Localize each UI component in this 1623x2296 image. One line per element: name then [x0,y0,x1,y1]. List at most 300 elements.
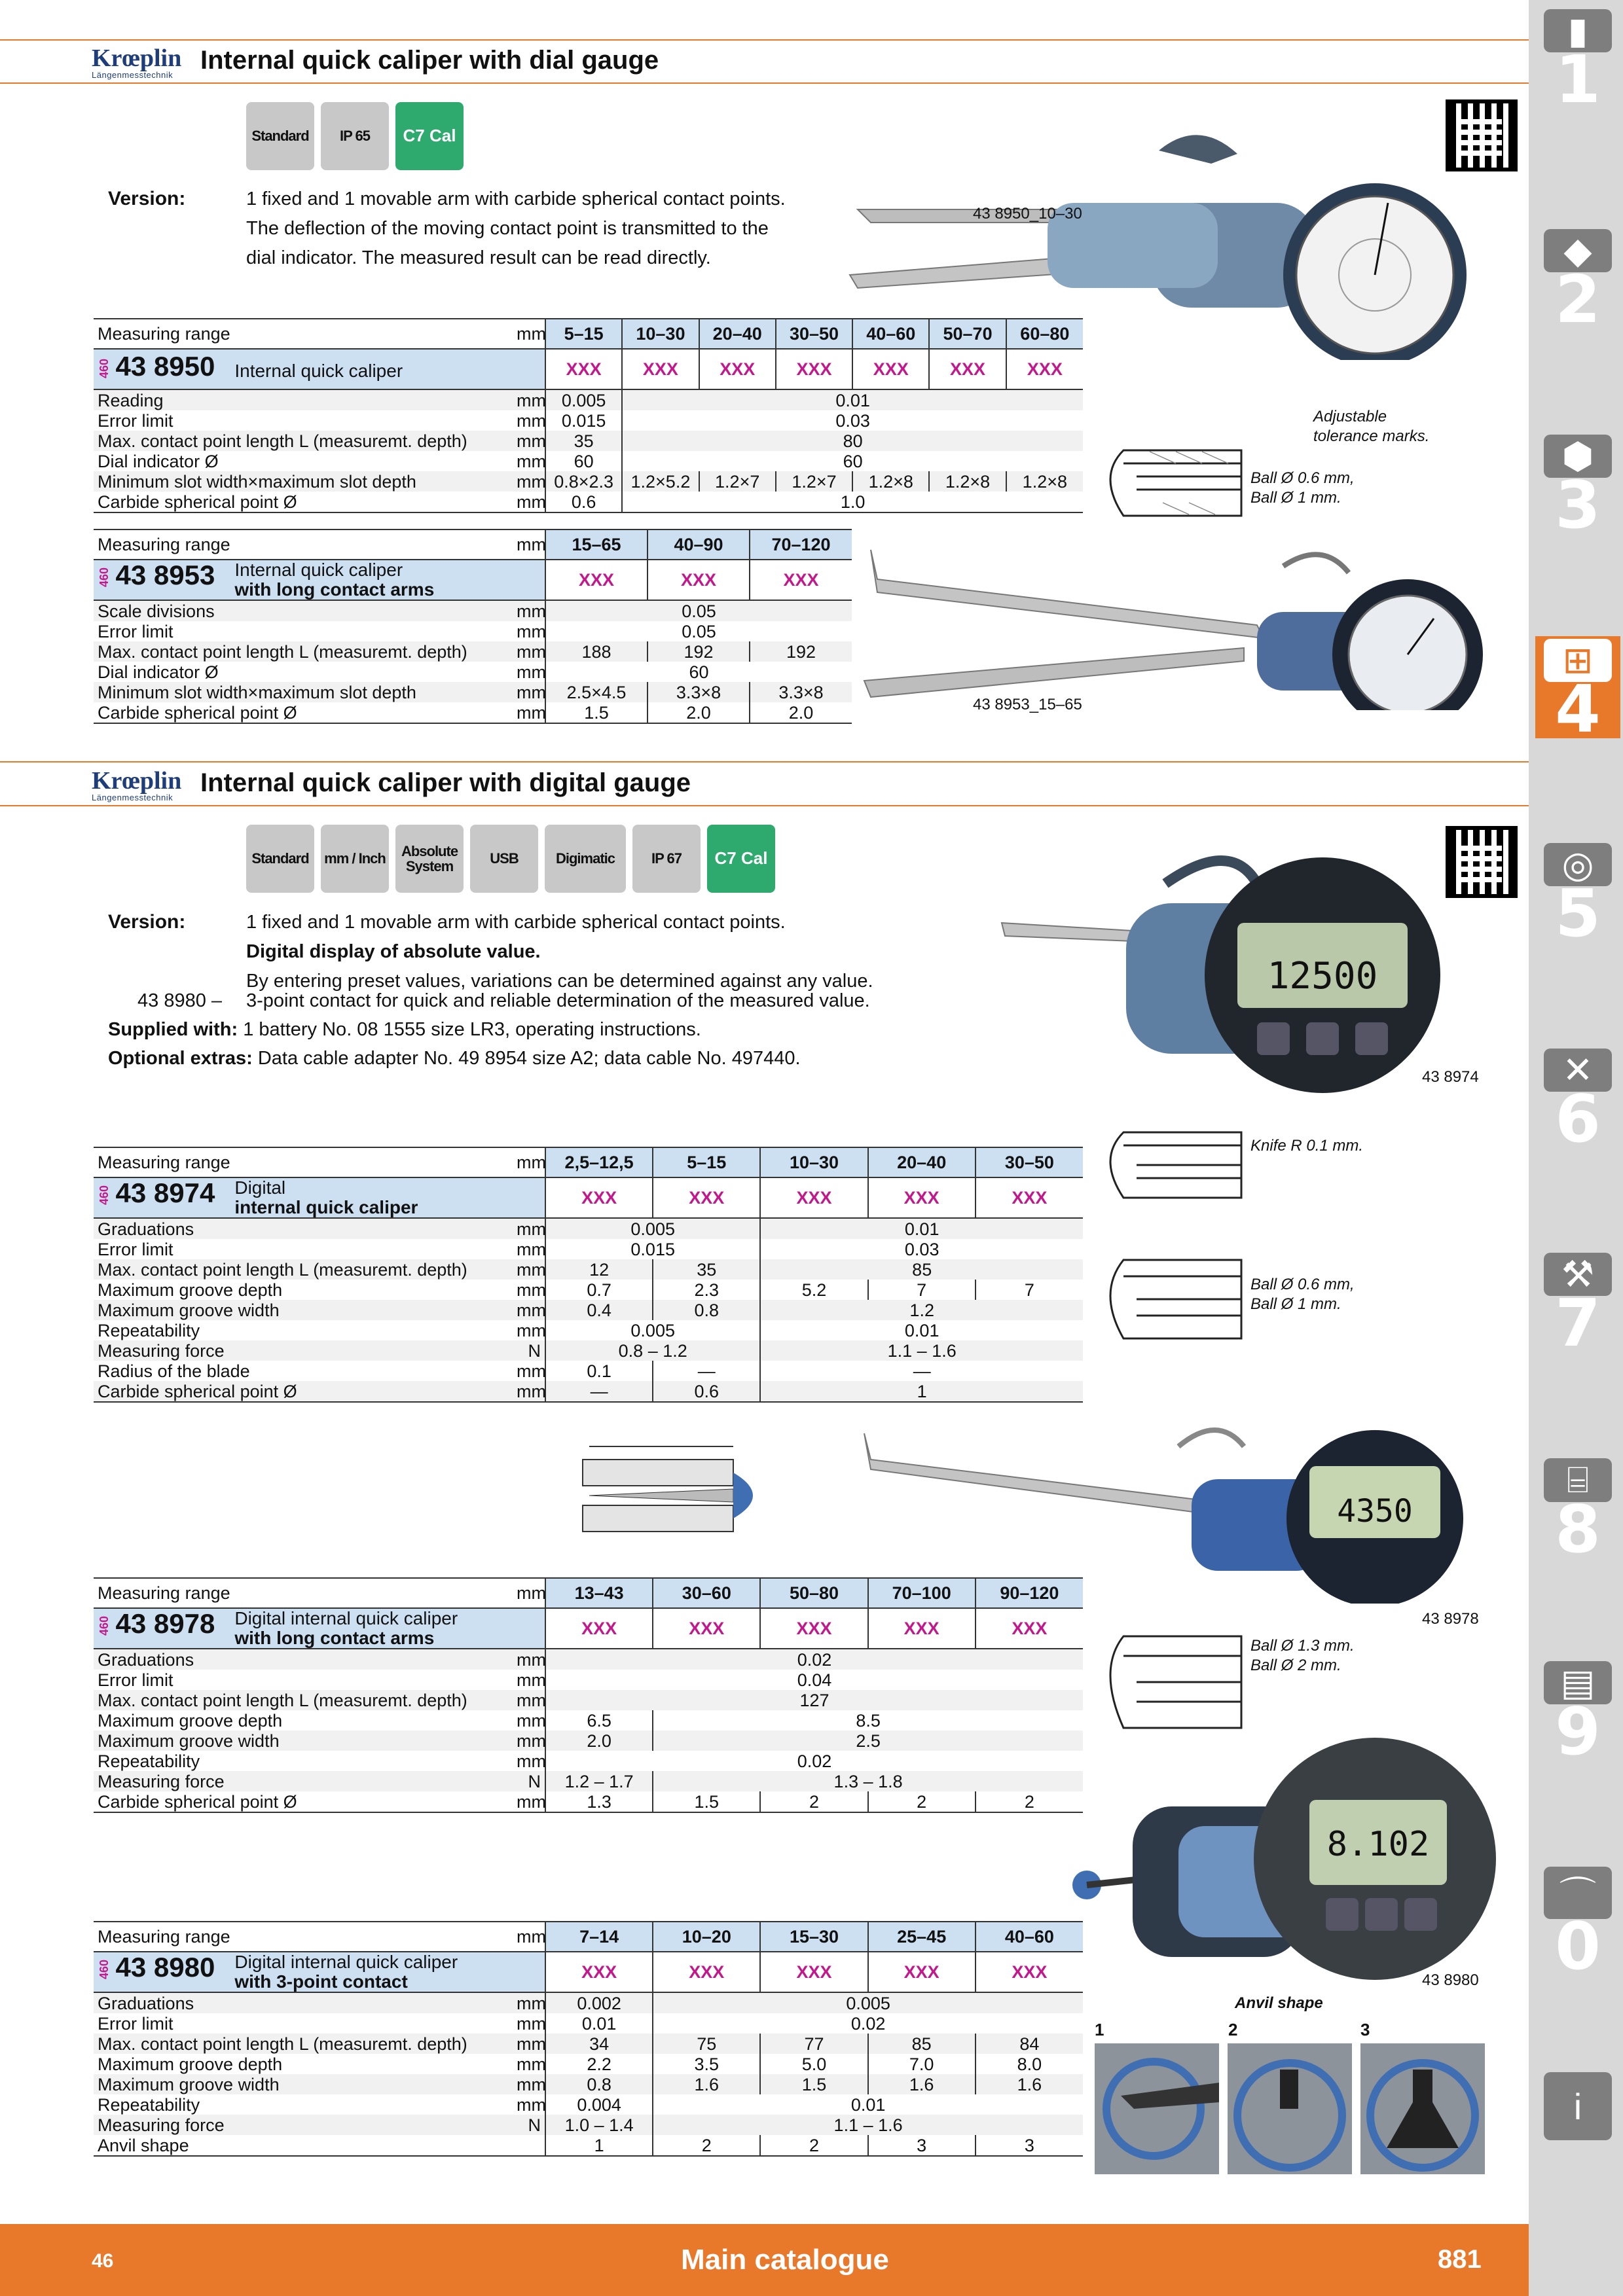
image-label: 43 8950_10–30 [973,205,1082,223]
display-reading: 8.102 [1326,1825,1430,1864]
price-cell[interactable]: XXX [545,1952,653,1992]
page-number-right: 881 [1438,2245,1482,2274]
spec-value: 7.0 [868,2054,976,2074]
price-cell[interactable]: XXX [545,349,622,389]
chapter-number: 1 [1555,41,1601,118]
version-line: Digital display of absolute value. [246,941,541,962]
range-header: 15–65 [545,529,647,560]
spec-table-438953 [94,529,852,724]
chapter-icon: ▤ [1544,1661,1612,1704]
spec-value: 7 [868,1280,976,1300]
spec-value: 8.0 [976,2054,1083,2074]
price-cell[interactable]: XXX [868,1952,976,1992]
range-label: Measuring range [94,529,513,560]
spec-label: Measuring force [94,1771,513,1791]
spec-value: 0.05 [545,600,852,621]
spec-label: Maximum groove width [94,1300,513,1320]
price-cell[interactable]: XXX [868,1177,976,1218]
range-header: 70–120 [750,529,852,560]
spec-label: Graduations [94,1649,513,1670]
spec-value: 2 [653,2135,760,2156]
chapter-tab-0[interactable] [1535,1864,1620,1984]
spec-label: Repeatability [98,2094,200,2115]
ip-badge: IP 65 [321,102,389,170]
note-text: 3-point contact for quick and reliable determination of the measured value. [246,990,870,1011]
chapter-icon: ◎ [1544,843,1612,886]
chapter-number: 0 [1555,1908,1601,1984]
chapter-tab-8[interactable] [1535,1456,1620,1568]
spec-unit: mm [517,2094,546,2115]
price-cell[interactable]: XXX [622,349,699,389]
digimatic-badge: Digimatic [545,825,626,893]
page-ref: 460 [98,1960,111,1980]
spec-value: 2.3 [653,1280,760,1300]
chapter-number: 8 [1555,1491,1601,1568]
spec-value: 3.5 [653,2054,760,2074]
price-cell[interactable]: XXX [699,349,776,389]
supplied-label: Supplied with: [108,1019,238,1040]
spec-label: Repeatability [98,1751,200,1771]
spec-value: — [545,1381,653,1402]
article-description [234,1178,418,1217]
article-description [234,560,434,600]
spec-unit: mm [513,1992,545,2013]
section-title: Internal quick caliper with dial gauge [200,46,659,75]
article-description-line: Internal quick caliper [234,360,403,381]
spec-unit: mm [513,1381,545,1402]
spec-value: 85 [868,2034,976,2054]
spec-value: 1.5 [545,702,647,723]
range-unit: mm [513,529,545,560]
article-description-line: internal quick caliper [234,1197,418,1217]
digital-caliper-3point-image [1067,1728,1519,1983]
spec-label: Max. contact point length L (measuremt. depth) [94,641,513,662]
article-cell [94,1608,545,1649]
price-cell[interactable]: XXX [545,560,647,600]
spec-value: 1.6 [868,2074,976,2094]
article-description-line: Digital [234,1177,286,1198]
spec-label: Error limit [98,2013,173,2034]
chapter-icon: ✕ [1544,1049,1612,1092]
article-cell [94,1177,545,1218]
caption-line: Ball Ø 1 mm. [1250,489,1341,507]
range-unit: mm [513,1147,545,1177]
spec-value: 5.2 [760,1280,867,1300]
optional-text: Data cable adapter No. 49 8954 size A2; data cable No. 497440. [257,1048,801,1069]
spec-value: 0.01 [760,1320,1083,1340]
range-header: 40–60 [976,1922,1083,1952]
spec-value: 0.002 [545,1992,653,2013]
price-cell[interactable]: XXX [1006,349,1083,389]
caption-line: Ball Ø 1 mm. [1250,1295,1341,1313]
spec-value: 34 [545,2034,653,2054]
price-cell[interactable]: XXX [976,1177,1083,1218]
article-number: 43 8980 [115,1952,215,1983]
price-cell[interactable]: XXX [976,1952,1083,1992]
spec-table-438978 [94,1577,1083,1813]
range-header: 10–30 [622,319,699,349]
range-unit: mm [513,1578,545,1608]
caption-ball [1250,1636,1355,1676]
spec-value: 0.005 [545,1320,760,1340]
spec-value: 7 [976,1280,1083,1300]
spec-unit: mm [517,1320,546,1340]
spec-value: 1.6 [653,2074,760,2094]
article-description-line: with 3-point contact [234,1971,408,1992]
spec-value: 0.03 [622,410,1083,431]
spec-label: Maximum groove depth [98,1280,283,1300]
range-header: 50–80 [760,1578,867,1608]
spec-value: 3 [868,2135,976,2156]
ip-badge: IP 67 [632,825,701,893]
spec-value: 0.01 [760,1218,1083,1239]
spec-label: Scale divisions [94,600,513,621]
range-unit: mm [513,319,545,349]
spec-label: Max. contact point length L (measuremt. depth) [94,431,513,451]
spec-value: 1.0 [622,492,1083,512]
anvil-shapes-images [1095,2043,1487,2174]
version-line: The deflection of the moving contact point is transmitted to the [246,218,769,239]
price-cell[interactable]: XXX [976,1608,1083,1649]
note-prefix: 43 8980 – [137,990,223,1011]
section-divider [0,761,1529,762]
chapter-tab-2[interactable] [1535,226,1620,338]
spec-label: Max. contact point length L (measuremt. depth) [94,2034,513,2054]
spec-value: 1.6 [976,2074,1083,2094]
chapter-number: 4 [1555,671,1601,747]
spec-label: Radius of the blade [98,1361,250,1381]
spec-unit: mm [517,1280,546,1300]
spec-label: Carbide spherical point Ø [94,702,513,723]
spec-unit: mm [513,600,545,621]
spec-value: 2.2 [545,2054,653,2074]
spec-label: Maximum groove depth [98,1710,283,1731]
spec-value: 60 [545,451,622,471]
range-header: 50–70 [929,319,1006,349]
page-ref: 460 [98,358,111,378]
range-header: 10–20 [653,1922,760,1952]
chapter-tab-i[interactable] [1535,2070,1620,2172]
standard-badge: Standard [246,825,314,893]
range-header: 5–15 [545,319,622,349]
spec-value: 0.8 – 1.2 [545,1340,760,1361]
spec-value: 0.01 [622,389,1083,410]
spec-value: 1.2×5.2 [622,471,699,492]
chapter-number: 5 [1555,875,1601,952]
price-cell[interactable]: XXX [868,1608,976,1649]
brand-name: Krœplin [92,767,182,795]
chapter-icon: ▮ [1544,9,1612,52]
caption-line: Ball Ø 0.6 mm, [1250,469,1355,487]
chapter-tab-4[interactable] [1535,636,1620,747]
spec-unit: mm [517,662,546,682]
spec-value: 1 [760,1381,1083,1402]
range-header: 5–15 [653,1147,760,1177]
article-number: 43 8978 [115,1608,215,1640]
article-description [234,1952,458,1992]
chapter-number: 9 [1555,1693,1601,1770]
spec-value: — [760,1361,1083,1381]
chapter-icon: ⊞ [1544,639,1612,682]
spec-label: Carbide spherical point Ø [94,1791,513,1812]
price-cell[interactable]: XXX [653,1608,760,1649]
knife-contact-diagram [1097,1113,1261,1230]
spec-unit: mm [513,1791,545,1812]
supplied-text: 1 battery No. 08 1555 size LR3, operating instructions. [243,1019,701,1040]
image-label: 43 8953_15–65 [973,696,1082,713]
spec-value: 2.5 [653,1731,1083,1751]
brand-name: Krœplin [92,45,182,72]
spec-unit: mm [517,2054,546,2074]
chapter-icon: i [1544,2072,1612,2140]
spec-label: Measuring force [94,1340,513,1361]
price-cell[interactable]: XXX [545,1177,653,1218]
range-label: Measuring range [94,1922,513,1952]
spec-value: 77 [760,2034,867,2054]
spec-value: 2 [868,1791,976,1812]
spec-unit: N [513,1340,545,1361]
optional-label: Optional extras: [108,1048,253,1069]
section-divider [0,805,1529,806]
spec-value: 0.015 [545,410,622,431]
standard-badge: Standard [246,102,314,170]
spec-unit: mm [513,682,545,702]
spec-value: 0.01 [545,2013,653,2034]
range-header: 30–50 [776,319,852,349]
spec-value: 1.1 – 1.6 [653,2115,1083,2135]
spec-unit: mm [513,492,545,512]
price-cell[interactable]: XXX [750,560,852,600]
spec-label: Minimum slot width×maximum slot depth [94,471,513,492]
caption-line: tolerance marks. [1313,427,1430,445]
footer-title: Main catalogue [681,2244,889,2276]
chapter-tab-3[interactable] [1535,432,1620,543]
spec-unit: N [513,2115,545,2135]
caption-knife [1250,1136,1363,1156]
spec-value: 2 [976,1791,1083,1812]
article-description [234,1609,458,1648]
spec-value: 1.2×8 [852,471,929,492]
spec-value: 0.7 [545,1280,653,1300]
image-label: 43 8974 [1422,1068,1479,1086]
spec-unit: mm [517,621,546,641]
section-title: Internal quick caliper with digital gauge [200,768,691,797]
caption-line: Adjustable [1313,408,1387,425]
spec-table-438974 [94,1147,1083,1403]
spec-unit: mm [517,1239,546,1259]
range-header: 30–60 [653,1578,760,1608]
anvil-shape-title: Anvil shape [1235,1994,1323,2012]
brand-logo [92,46,181,79]
article-number: 43 8953 [115,560,215,591]
caption-line: Knife R 0.1 mm. [1250,1137,1364,1155]
spec-unit: mm [513,1218,545,1239]
section-divider [0,39,1529,41]
spec-unit: mm [513,1690,545,1710]
spec-label: Measuring force [94,2115,513,2135]
spec-unit: mm [513,1649,545,1670]
spec-value: 2.5×4.5 [545,682,647,702]
spec-unit: N [513,1771,545,1791]
chapter-icon: ⌒ [1544,1867,1612,1919]
spec-unit: mm [513,702,545,723]
cal-badge: C7 Cal [707,825,775,893]
spec-label: Error limit [98,410,173,431]
spec-value: 3 [976,2135,1083,2156]
spec-value: 1.2×7 [699,471,776,492]
version-line: 1 fixed and 1 movable arm with carbide spherical contact points. [246,188,786,209]
spec-value: 1.1 – 1.6 [760,1340,1083,1361]
image-label: 43 8978 [1422,1610,1479,1628]
price-cell[interactable]: XXX [760,1177,867,1218]
price-cell[interactable]: XXX [776,349,852,389]
chapter-icon: ⌸ [1544,1458,1612,1502]
cal-badge: C7 Cal [395,102,464,170]
spec-value: 0.01 [653,2094,1083,2115]
spec-label: Dial indicator Ø [98,451,219,471]
spec-unit: mm [513,471,545,492]
article-description-line: with long contact arms [234,579,435,600]
version-label: Version: [108,188,186,209]
article-description-line: Digital internal quick caliper [234,1952,458,1972]
spec-value: 0.005 [545,389,622,410]
spec-unit [513,2135,545,2156]
chapter-tab-9[interactable] [1535,1659,1620,1770]
range-unit: mm [513,1922,545,1952]
spec-value: 1.2×8 [1006,471,1083,492]
feature-badges [246,825,775,893]
range-label: Measuring range [94,1147,513,1177]
spec-value: 8.5 [653,1710,1083,1731]
range-header: 13–43 [545,1578,653,1608]
spec-value: 3.3×8 [647,682,750,702]
spec-value: 0.005 [545,1218,760,1239]
page-ref: 460 [98,1185,111,1206]
article-description-line: with long contact arms [234,1628,435,1648]
caption-tolerance [1313,407,1429,446]
spec-value: 1.3 – 1.8 [653,1771,1083,1791]
spec-unit: mm [517,451,546,471]
range-header: 30–50 [976,1147,1083,1177]
spec-value: 2 [760,2135,867,2156]
caption-line: Ball Ø 0.6 mm, [1250,1276,1355,1293]
spec-value: 60 [622,451,1083,471]
spec-value: 0.4 [545,1300,653,1320]
chapter-tab-6[interactable] [1535,1046,1620,1157]
article-cell [94,349,545,389]
page-footer [0,2224,1529,2296]
spec-label: Error limit [98,1670,173,1690]
chapter-number: 2 [1555,261,1601,338]
spec-label: Error limit [98,621,173,641]
brand-sub: Längenmesstechnik [92,70,173,80]
spec-value: 0.04 [545,1670,1083,1690]
article-description [234,361,403,381]
chapter-tab-5[interactable] [1535,840,1620,952]
optional-row [108,1044,801,1073]
spec-label: Maximum groove width [94,1731,513,1751]
spec-value: 1.2×7 [776,471,852,492]
spec-value: 35 [653,1259,760,1280]
spec-value: 1.5 [760,2074,867,2094]
spec-label: Carbide spherical point Ø [94,1381,513,1402]
spec-value: 0.03 [760,1239,1083,1259]
spec-label: Dial indicator Ø [98,662,219,682]
spec-value: 5.0 [760,2054,867,2074]
spec-unit: mm [517,1670,546,1690]
range-header: 7–14 [545,1922,653,1952]
brand-sub: Längenmesstechnik [92,793,173,802]
spec-unit: mm [517,1361,546,1381]
spec-value: 75 [653,2034,760,2054]
range-header: 40–90 [647,529,750,560]
absolute-system-badge: Absolute System [395,825,464,893]
chapter-tab-7[interactable] [1535,1250,1620,1361]
page-ref: 460 [98,1616,111,1636]
spec-value: 1.2×8 [929,471,1006,492]
chapter-tab-1[interactable] [1535,7,1620,118]
spec-value: 0.8×2.3 [545,471,622,492]
price-cell[interactable]: XXX [653,1177,760,1218]
spec-label: Carbide spherical point Ø [94,492,513,512]
chapter-number: 7 [1555,1285,1601,1361]
spec-value: 1.5 [653,1791,760,1812]
spec-value: 3.3×8 [750,682,852,702]
mm-inch-badge: mm / Inch [321,825,389,893]
range-header: 60–80 [1006,319,1083,349]
price-cell[interactable]: XXX [760,1952,867,1992]
spec-label: Max. contact point length L (measuremt. depth) [94,1690,513,1710]
spec-value: 6.5 [545,1710,653,1731]
spec-value: 60 [545,662,852,682]
price-cell[interactable]: XXX [852,349,929,389]
spec-label: Repeatability [98,1320,200,1340]
price-cell[interactable]: XXX [653,1952,760,1992]
spec-unit: mm [513,2074,545,2094]
spec-table-438950 [94,318,1083,513]
price-cell[interactable]: XXX [760,1608,867,1649]
version-line: dial indicator. The measured result can be read directly. [246,247,711,268]
page-number-left: 46 [92,2250,114,2272]
anvil-number: 2 [1228,2020,1238,2039]
price-cell[interactable]: XXX [545,1608,653,1649]
range-header: 10–30 [760,1147,867,1177]
caption-ball [1250,469,1355,508]
range-header: 15–30 [760,1922,867,1952]
anvil-number: 3 [1360,2020,1370,2039]
spec-unit: mm [517,1751,546,1771]
article-number: 43 8974 [115,1177,215,1209]
version-line: 1 fixed and 1 movable arm with carbide spherical contact points. [246,912,786,933]
spec-value: 35 [545,431,622,451]
spec-unit: mm [513,1259,545,1280]
display-reading: 4350 [1337,1493,1413,1530]
spec-value: 0.015 [545,1239,760,1259]
price-cell[interactable]: XXX [647,560,750,600]
spec-value: 0.004 [545,2094,653,2115]
digital-caliper-image [995,844,1519,1093]
spec-value: 1.2 – 1.7 [545,1771,653,1791]
range-header: 40–60 [852,319,929,349]
version-text [246,185,786,273]
range-header: 25–45 [868,1922,976,1952]
spec-label: Maximum groove width [94,2074,513,2094]
supplied-row [108,1015,701,1045]
range-label: Measuring range [94,1578,513,1608]
price-cell[interactable]: XXX [929,349,1006,389]
spec-label: Max. contact point length L (measuremt. depth) [94,1259,513,1280]
display-reading: 12500 [1267,955,1378,997]
